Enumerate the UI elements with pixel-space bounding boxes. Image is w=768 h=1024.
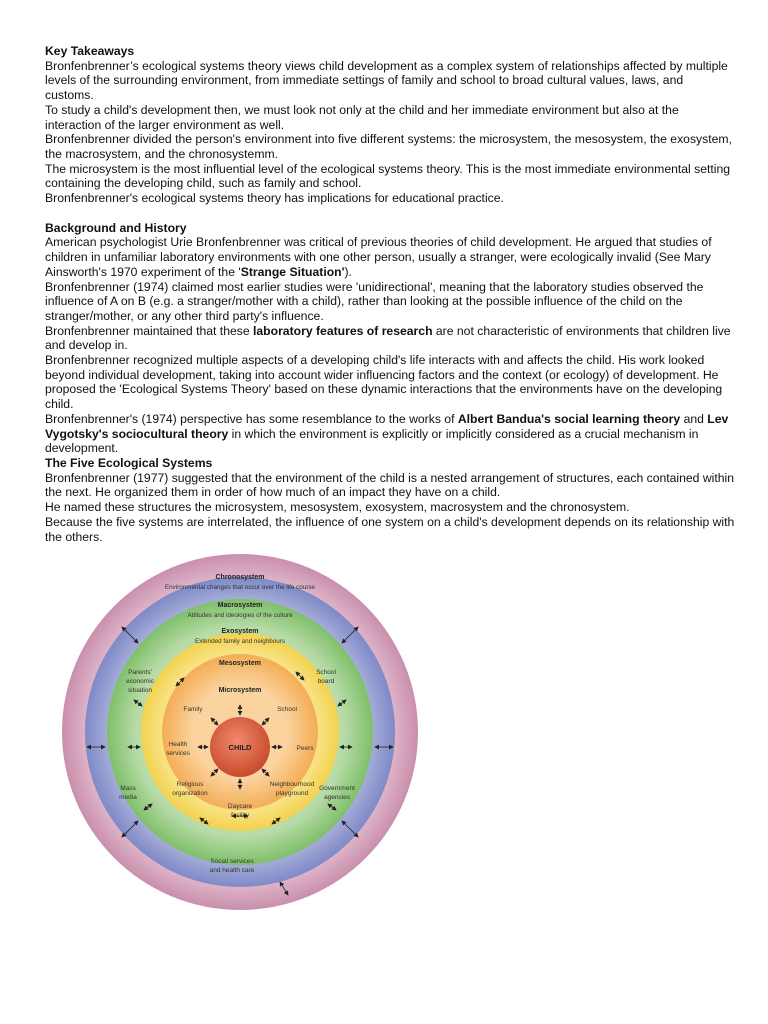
microsystem-title: Microsystem [218,687,262,694]
exosystem-mass-media-2: media [119,794,137,801]
microsystem-daycare-1: Daycare [227,803,253,810]
strange-situation-link: Strange Situation' [240,264,345,279]
microsystem-peers: Peers [296,745,314,752]
takeaway-1: Bronfenbrenner’s ecological systems theory views child development as a complex system of relationships affected by multiple levels of the surrounding environment, from immediate settings of family and school to broad cultural values, laws, and customs. [45,58,728,103]
microsystem-daycare-2: facility [230,812,250,819]
exosystem-government-1: Government [319,785,355,792]
takeaway-5: Bronfenbrenner's ecological systems theory has implications for educational practice. [45,191,504,206]
background-paragraph-1 [45,235,735,279]
microsystem-religious-1: Religious [176,781,204,788]
exosystem-parents-1: Parents' [128,669,152,676]
background-paragraph-5 [45,412,735,456]
exosystem-school-board-1: School [316,669,336,676]
exosystem-parents-2: economic [126,678,154,685]
chronosystem-subtitle: Environmental changes that occur over the life course [164,584,316,591]
background-paragraph-3 [45,324,735,353]
bandura-link: Albert Bandua's social learning theory [457,411,681,426]
diagram-svg [60,552,420,912]
microsystem-school: School [277,706,297,713]
background-p5-end: in which the environment is explicitly or implicitly considered as a crucial mechanism in development. [45,426,699,456]
background-paragraph-2: Bronfenbrenner (1974) claimed most earlier studies were 'unidirectional', meaning that the laboratory studies observed the influence of A on B (e.g. a stranger/mother with a child), rather than looking at the possible influence of the child on the stranger/mother, or any other third party's influence. [45,279,704,323]
microsystem-health-2: services [166,750,190,757]
background-p3-text: Bronfenbrenner maintained that these [45,323,254,338]
microsystem-health-1: Health [168,741,188,748]
macrosystem-title: Macrosystem [217,602,263,609]
background-p3-end: are not characteristic of environments that children live and develop in. [45,323,731,353]
background-p5-and: and [680,411,708,426]
exosystem-subtitle: Extended family and neighbours [195,638,285,645]
exosystem-parents-3: situation [127,687,153,694]
exosystem-school-board-2: board [317,678,335,685]
heading-key-takeaways: Key Takeaways [45,44,135,58]
takeaway-3: Bronfenbrenner divided the person's environment into five different systems: the microsystem, the mesosystem, the exosystem, the macrosystem, and the chronosystemm. [45,132,732,161]
heading-background: Background and History [45,220,187,235]
background-paragraph-4: Bronfenbrenner recognized multiple aspects of a developing child's life interacts with and affects the child. His work looked beyond individual development, taking into account wider influencing factors and the context (or ecology) of development. He proposed the 'Ecological Systems Theory' based on these dynamic interactions that the environments have on the developing child. [45,353,723,412]
microsystem-neighbourhood-2: playground [275,790,309,797]
exosystem-social-1: Social services [210,858,254,865]
takeaway-2: To study a child's development then, we must look not only at the child and her immediate environment but also at the interaction of the larger environment as well. [45,102,679,132]
exosystem-mass-media-1: Mass [120,785,136,792]
takeaway-4: The microsystem is the most influential level of the ecological systems theory. This is the most immediate environmental setting containing the developing child, such as family and school. [45,161,731,191]
exosystem-government-2: agencies [323,794,351,801]
mesosystem-title: Mesosystem [218,660,262,667]
background-p1-text: American psychologist Urie Bronfenbrenner was critical of previous theories of child development. He argued that studies of children in unfamiliar laboratory environments with one other person, usually a stranger, were ecologically invalid (See Mary Ainsworth's 1970 experiment of the ' [45,235,712,279]
chronosystem-title: Chronosystem [215,574,265,581]
exosystem-social-2: and health care [209,867,255,874]
document-body [45,44,735,544]
microsystem-neighbourhood-1: Neighbourhood [269,781,315,788]
macrosystem-subtitle: Attitudes and ideologies of the culture [187,612,293,619]
exosystem-title: Exosystem [221,628,259,635]
background-p1-end: ). [344,264,352,279]
lab-features-link: laboratory features of research [253,323,433,338]
heading-five-systems: The Five Ecological Systems [45,455,213,470]
section-gap [45,206,735,221]
five-systems-paragraph-1: Bronfenbrenner (1977) suggested that the environment of the child is a nested arrangement of structures, each contained within the next. He organized them in order of how much of an impact they have on a child. [45,470,735,500]
microsystem-family: Family [183,706,203,713]
microsystem-religious-2: organization [172,790,208,797]
ecological-systems-diagram [60,552,420,912]
five-systems-paragraph-2: He named these structures the microsystem, mesosystem, exosystem, macrosystem and the chronosystem. [45,500,630,515]
vygotsky-link: Lev Vygotsky's sociocultural theory [45,411,729,441]
five-systems-paragraph-3: Because the five systems are interrelated, the influence of one system on a child's development depends on its relationship with the others. [45,514,735,544]
background-p5-text: Bronfenbrenner's (1974) perspective has some resemblance to the works of [45,411,458,426]
child-label: CHILD [228,743,252,752]
